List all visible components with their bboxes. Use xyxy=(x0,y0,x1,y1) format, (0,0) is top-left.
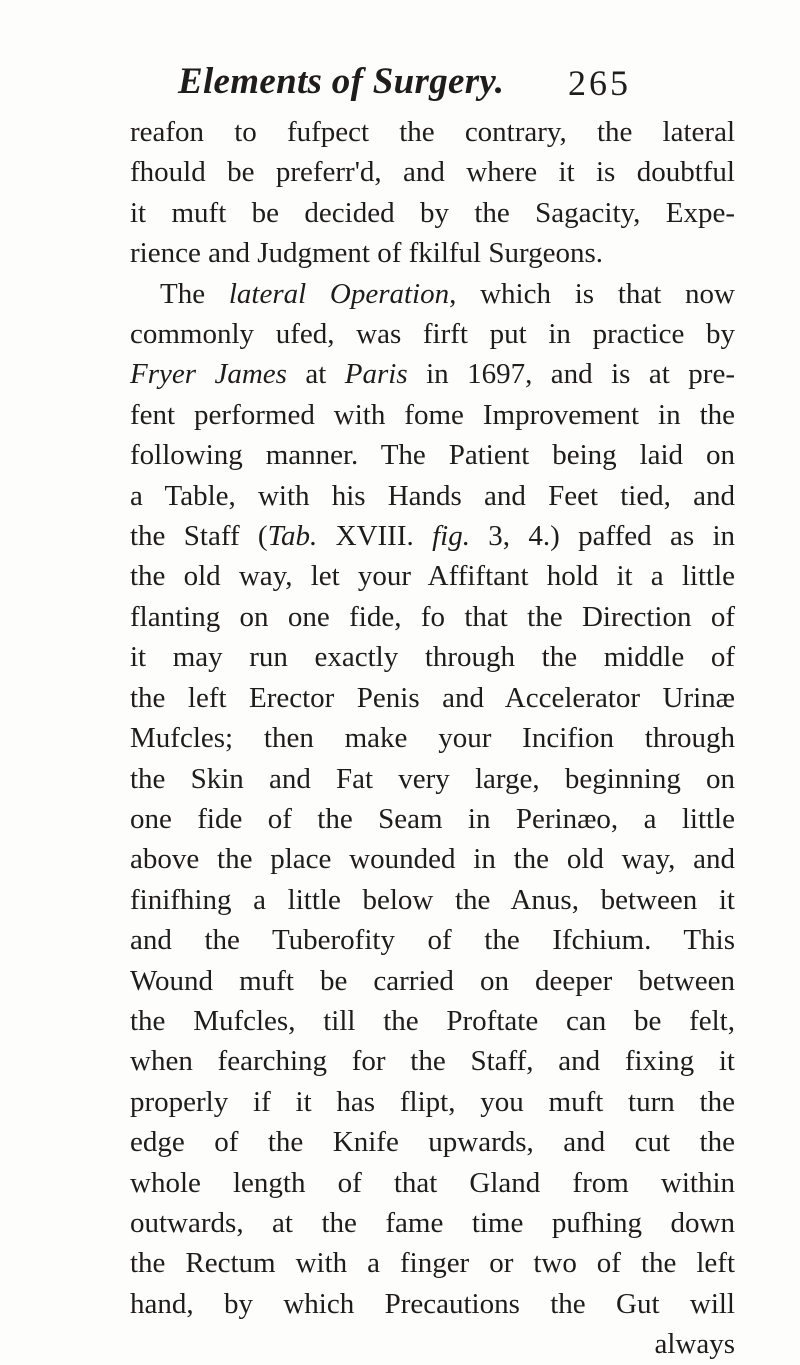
body-text xyxy=(130,112,735,1365)
text-line: above the place wounded in the old way, and xyxy=(130,843,735,876)
text-line: edge of the Knife upwards, and cut the xyxy=(130,1126,735,1159)
text-line: whole length of that Gland from within xyxy=(130,1166,735,1199)
page-header xyxy=(0,60,800,108)
running-head: Elements of Surgery. xyxy=(178,61,505,102)
text-line: Fryer James at Paris in 1697, and is at pre- xyxy=(130,358,735,391)
text-line: and the Tuberofity of the Ifchium. This xyxy=(130,924,735,957)
text-line: properly if it has flipt, you muft turn the xyxy=(130,1085,735,1118)
text-line: the Rectum with a finger or two of the left xyxy=(130,1247,735,1280)
text-line: flanting on one fide, fo that the Direction of xyxy=(130,600,735,633)
text-line: reafon to fufpect the contrary, the lateral xyxy=(130,116,735,148)
text-line: following manner. The Patient being laid on xyxy=(130,439,735,472)
text-line: one fide of the Seam in Perinæo, a little xyxy=(130,802,735,835)
text-line: fhould be preferr'd, and where it is doubtful xyxy=(130,156,735,189)
text-line: the Mufcles, till the Proftate can be felt, xyxy=(130,1004,735,1037)
text-line: Mufcles; then make your Incifion through xyxy=(130,722,735,755)
text-line: the left Erector Penis and Accelerator Urinæ xyxy=(130,681,735,714)
text-line-paragraph-start: The lateral Operation, which is that now xyxy=(160,277,735,310)
text-line: it may run exactly through the middle of xyxy=(130,641,735,674)
text-line: a Table, with his Hands and Feet tied, and xyxy=(130,479,735,512)
text-line: when fearching for the Staff, and fixing it xyxy=(130,1045,735,1078)
text-line: commonly ufed, was firft put in practice by xyxy=(130,318,735,351)
text-line: it muft be decided by the Sagacity, Expe- xyxy=(130,196,735,229)
text-line: the Staff (Tab. XVIII. fig. 3, 4.) paffed as in xyxy=(130,520,735,553)
text-line: the old way, let your Affiftant hold it a little xyxy=(130,560,735,593)
text-line: finifhing a little below the Anus, between it xyxy=(130,883,735,916)
page-number: 265 xyxy=(568,63,631,103)
text-line: outwards, at the fame time pufhing down xyxy=(130,1206,735,1239)
text-line: Wound muft be carried on deeper between xyxy=(130,964,735,997)
text-line: the Skin and Fat very large, beginning on xyxy=(130,762,735,795)
text-line: hand, by which Precautions the Gut will xyxy=(130,1287,735,1320)
text-line: rience and Judgment of fkilful Surgeons. xyxy=(130,237,604,270)
catchword: always xyxy=(654,1328,735,1361)
text-line: fent performed with fome Improvement in the xyxy=(130,398,735,431)
